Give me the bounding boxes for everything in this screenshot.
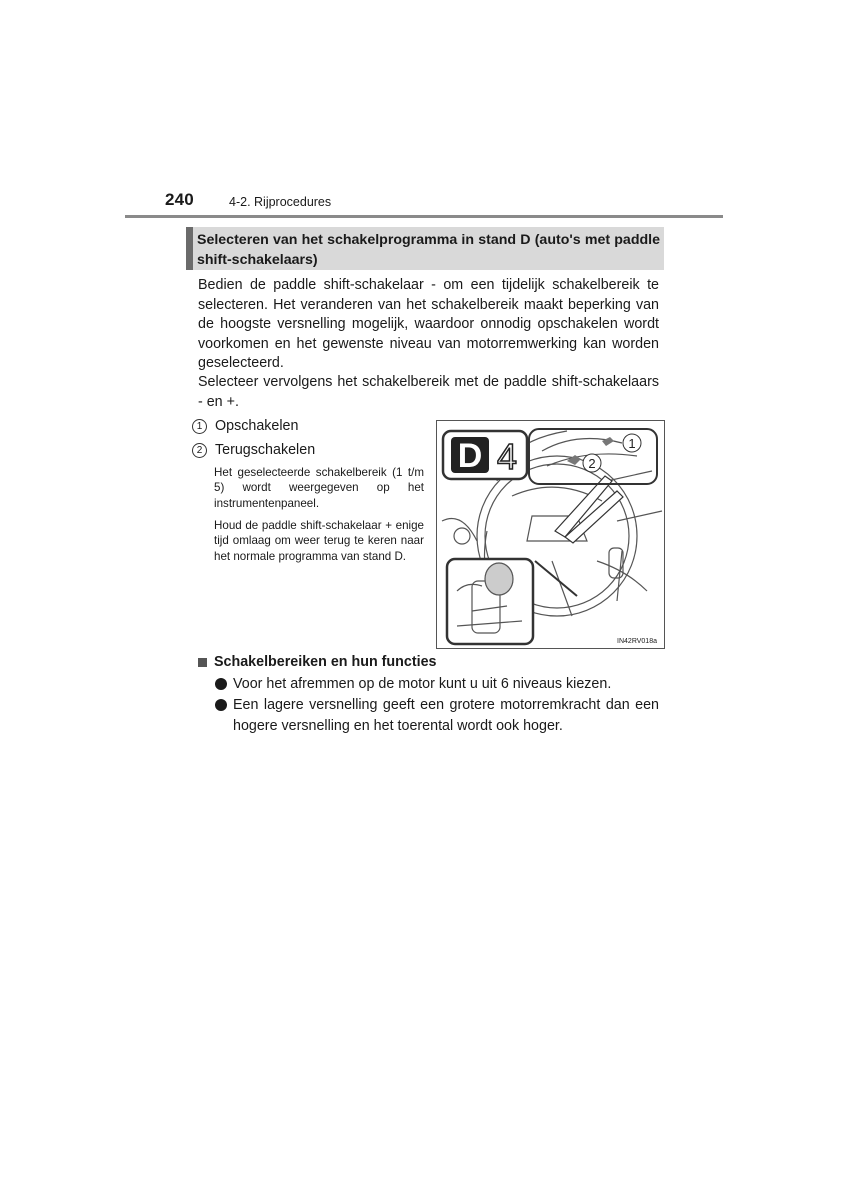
step-upshift: [192, 417, 298, 436]
step-label: Opschakelen: [215, 418, 299, 434]
callout-downshift: 2: [588, 456, 596, 471]
bullet-text: Een lagere versnelling geeft een grotere motorremkracht dan een hogere versnelling en het toerental wordt ook hoger.: [233, 697, 659, 734]
step-marker: 2: [192, 443, 207, 458]
display-gear-number: 4: [496, 436, 518, 477]
instruction-paragraph: Selecteer vervolgens het schakelbereik met de paddle shift-schakelaars - en +.: [198, 374, 659, 410]
note-display: Het geselecteerde schakelbereik (1 t/m 5) wordt weergegeven op het instrumentenpaneel.: [214, 466, 424, 510]
display-gear-letter: D: [457, 437, 483, 475]
sub-heading-text: Schakelbereiken en hun functies: [214, 654, 437, 670]
list-item: [213, 695, 659, 736]
bullet-dot-icon: [215, 678, 227, 690]
steering-wheel-illustration: [437, 421, 665, 649]
page-number: 240: [165, 190, 194, 209]
step-marker: 1: [192, 419, 207, 434]
bullet-text: Voor het afremmen op de motor kunt u uit 6 niveaus kiezen.: [233, 676, 612, 692]
sub-heading: [198, 654, 436, 670]
section-title: 4-2. Rijprocedures: [229, 195, 332, 209]
step-downshift: [192, 441, 315, 460]
paddle-shift-figure: [436, 420, 665, 649]
bullet-dot-icon: [215, 699, 227, 711]
callout-upshift: 1: [628, 436, 636, 451]
intro-paragraph: Bedien de paddle shift-schakelaar - om een tijdelijk schakelbereik te selecteren. Het veranderen van het schakelbereik maakt beperking van de hoogste versnelling mogelijk, waardoor onnodig opschakelen wordt voorkomen en het gewenste niveau van motorremwerking kan worden geselecteerd.: [198, 277, 659, 372]
note-return: Houd de paddle shift-schakelaar + enige tijd omlaag om weer terug te keren naar het normale programma van stand D.: [214, 519, 424, 563]
square-bullet-icon: [198, 658, 207, 667]
list-item: [213, 674, 659, 695]
section-heading-box: [186, 227, 664, 270]
section-heading: Selecteren van het schakelprogramma in stand D (auto's met paddle shift-schakelaars): [197, 232, 660, 268]
figure-code: IN42RV018a: [617, 638, 657, 645]
step-label: Terugschakelen: [215, 442, 316, 458]
header-rule: [125, 215, 723, 218]
